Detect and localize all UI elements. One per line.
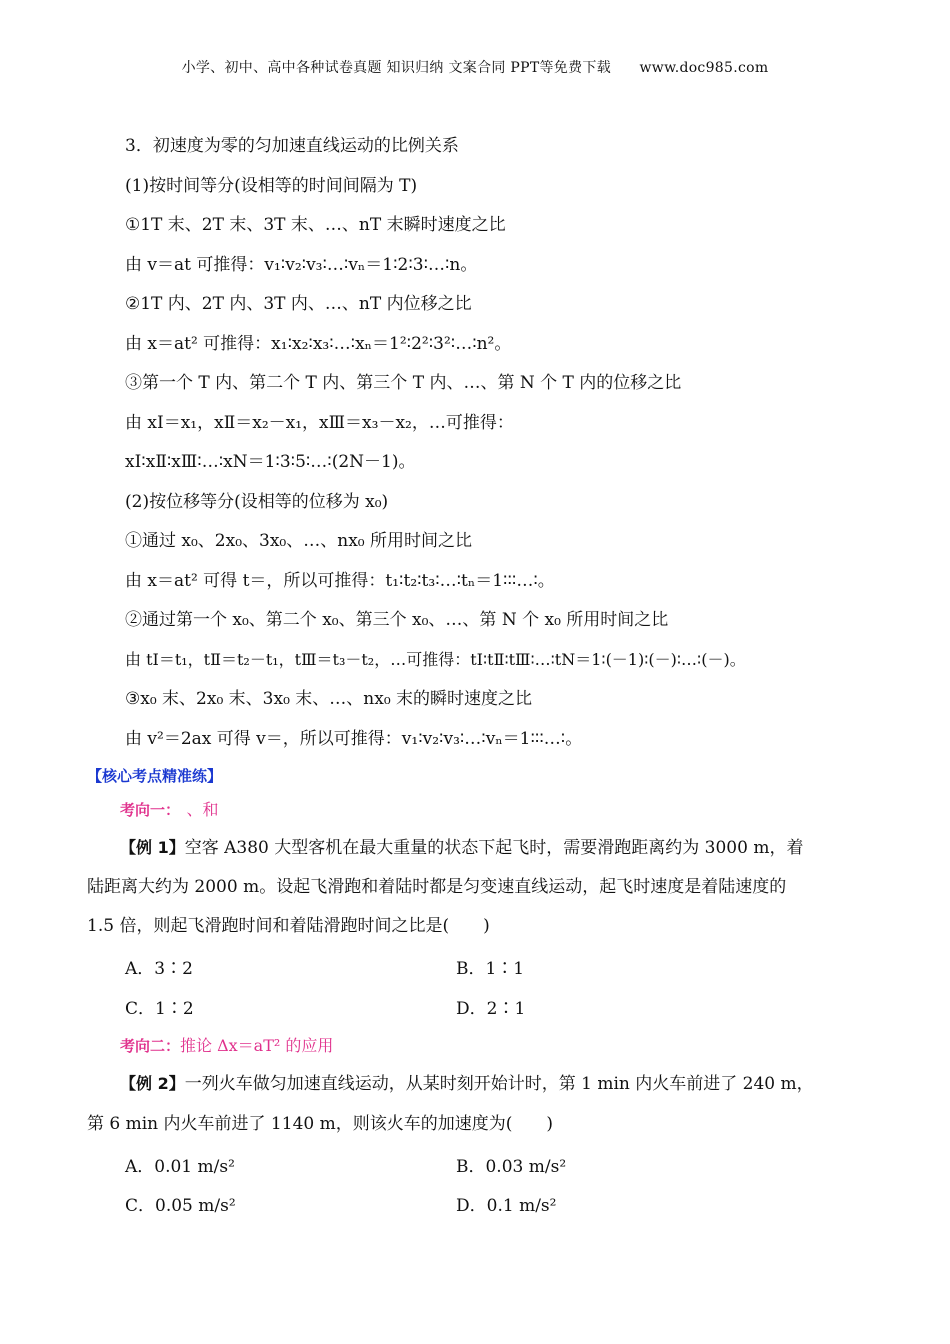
example-2-text-1: 一列火车做匀加速直线运动，从某时刻开始计时，第 1 min 内火车前进了 240 m， bbox=[184, 1074, 814, 1094]
text-line: ②1T 内、2T 内、3T 内、…、nT 内位移之比 bbox=[125, 294, 472, 314]
example-1-option-c: C．1∶2 bbox=[125, 999, 194, 1019]
example-1-option-d: D．2∶1 bbox=[456, 999, 526, 1019]
example-2-option-d: D．0.1 m/s² bbox=[456, 1196, 557, 1216]
subheading-equal-displacement: (2)按位移等分(设相等的位移为 x₀) bbox=[125, 492, 389, 512]
topic-2 bbox=[120, 1033, 333, 1056]
formula-line: 由 x＝at² 可推得：x₁∶x₂∶x₃∶…∶xₙ＝1²∶2²∶3²∶…∶n²。 bbox=[125, 334, 512, 354]
text-line: ③第一个 T 内、第二个 T 内、第三个 T 内、…、第 N 个 T 内的位移之比 bbox=[125, 373, 682, 393]
example-2-tag: 【例 2】 bbox=[120, 1074, 185, 1093]
text-line: ①通过 x₀、2x₀、3x₀、…、nx₀ 所用时间之比 bbox=[125, 531, 472, 551]
formula-line: 由 v²＝2ax 可得 v＝，所以可推得：v₁∶v₂∶v₃∶…∶vₙ＝1∶∶∶…∶。 bbox=[125, 729, 583, 749]
example-1-line-3: 1.5 倍，则起飞滑跑时间和着陆滑跑时间之比是( ) bbox=[87, 916, 490, 936]
example-1-line-2: 陆距离大约为 2000 m。设起飞滑跑和着陆时都是匀变速直线运动，起飞时速度是着陆速度的 bbox=[87, 877, 787, 897]
example-1-tag: 【例 1】 bbox=[120, 838, 185, 857]
formula-line: 由 x＝at² 可得 t＝，所以可推得：t₁∶t₂∶t₃∶…∶tₙ＝1∶∶∶…∶。 bbox=[125, 571, 555, 591]
example-1-line-1 bbox=[120, 837, 803, 859]
example-2-option-c: C．0.05 m/s² bbox=[125, 1196, 236, 1216]
formula-line: 由 v＝at 可推得：v₁∶v₂∶v₃∶…∶vₙ＝1∶2∶3∶…∶n。 bbox=[125, 255, 478, 275]
text-line: ③x₀ 末、2x₀ 末、3x₀ 末、…、nx₀ 末的瞬时速度之比 bbox=[125, 689, 533, 709]
subheading-equal-time: (1)按时间等分(设相等的时间间隔为 T) bbox=[125, 176, 418, 196]
example-1-option-b: B．1∶1 bbox=[456, 959, 525, 979]
section-title: 【核心考点精准练】 bbox=[87, 767, 223, 785]
formula-line: xⅠ∶xⅡ∶xⅢ∶…∶xN＝1∶3∶5∶…∶(2N－1)。 bbox=[125, 452, 416, 472]
formula-line: 由 tⅠ＝t₁，tⅡ＝t₂－t₁，tⅢ＝t₃－t₂，…可推得：tⅠ∶tⅡ∶tⅢ∶…∶tN＝1∶(－1)∶(－)∶…∶(－)。 bbox=[125, 650, 746, 669]
text-line: ①1T 末、2T 末、3T 末、…、nT 末瞬时速度之比 bbox=[125, 215, 506, 235]
example-2-option-b: B．0.03 m/s² bbox=[456, 1157, 567, 1177]
example-1-text-1: 空客 A380 大型客机在最大重量的状态下起飞时，需要滑跑距离约为 3000 m，着 bbox=[184, 838, 804, 858]
topic-2-text: 推论 Δx＝aT² 的应用 bbox=[180, 1036, 334, 1055]
heading-ratio-relations: 3．初速度为零的匀加速直线运动的比例关系 bbox=[125, 136, 459, 156]
topic-1 bbox=[120, 797, 219, 820]
topic-1-text: 、和 bbox=[186, 800, 219, 819]
example-2-line-1 bbox=[120, 1073, 814, 1095]
text-line: ②通过第一个 x₀、第二个 x₀、第三个 x₀、…、第 N 个 x₀ 所用时间之比 bbox=[125, 610, 669, 630]
topic-1-label: 考向一： bbox=[120, 801, 173, 819]
example-2-option-a: A．0.01 m/s² bbox=[125, 1157, 235, 1177]
page-header: 小学、初中、高中各种试卷真题 知识归纳 文案合同 PPT等免费下载 www.doc985.com bbox=[181, 60, 769, 76]
formula-line: 由 xⅠ＝x₁，xⅡ＝x₂－x₁，xⅢ＝x₃－x₂，…可推得： bbox=[125, 413, 514, 433]
topic-2-label: 考向二： bbox=[120, 1037, 181, 1055]
example-2-line-2: 第 6 min 内火车前进了 1140 m，则该火车的加速度为( ) bbox=[87, 1114, 553, 1134]
example-1-option-a: A．3∶2 bbox=[125, 959, 193, 979]
